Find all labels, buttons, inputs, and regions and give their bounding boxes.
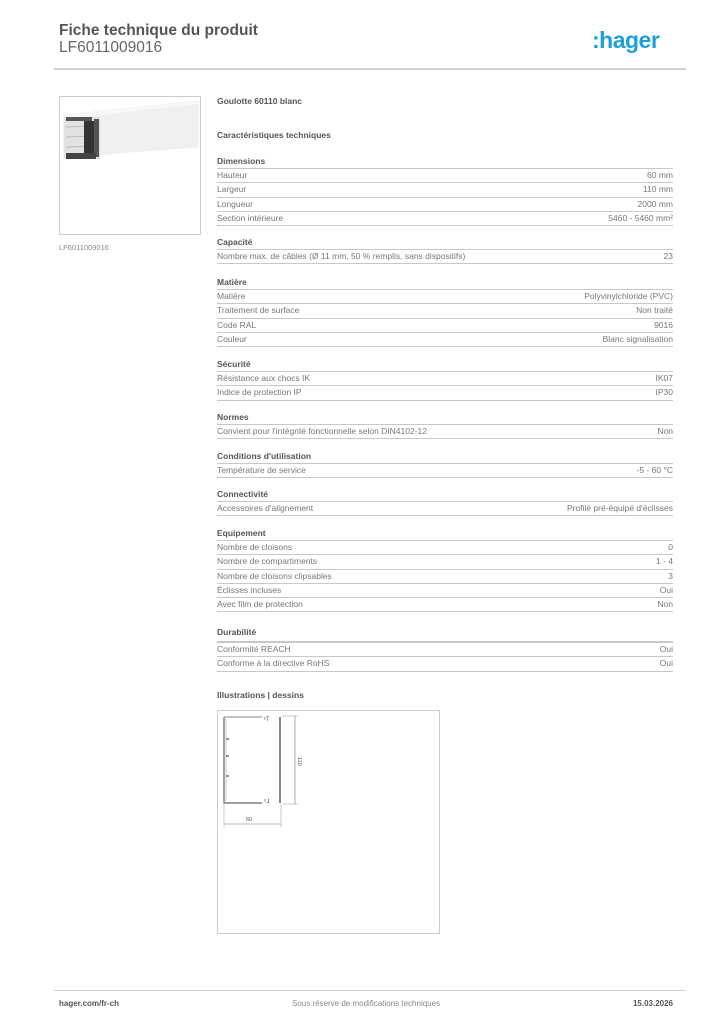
spec-row [217, 304, 673, 318]
spec-row [217, 183, 673, 197]
spec-label: Longueur [217, 198, 253, 209]
section-title: Equipement [217, 527, 673, 541]
spec-row [217, 584, 673, 598]
section-title: Capacité [217, 236, 673, 250]
spec-label: Couleur [217, 333, 247, 344]
product-name: Goulotte 60110 blanc [217, 96, 303, 106]
section-sustainability [217, 626, 673, 672]
illustrations-title: Illustrations | dessins [217, 690, 304, 700]
spec-value: 60 mm [647, 170, 673, 180]
spec-label: Nombre de compartiments [217, 556, 318, 567]
section-title: Durabilité [217, 626, 673, 643]
spec-row [217, 464, 673, 478]
spec-label: Conformité REACH [217, 644, 291, 654]
spec-row [217, 555, 673, 569]
spec-value: Oui [659, 584, 673, 595]
spec-row [217, 425, 673, 439]
section-title: Matière [217, 276, 673, 290]
spec-label: Nombre max. de câbles (Ø 11 mm, 50 % remplis, sans dispositifs) [217, 251, 466, 261]
section-title: Normes [217, 411, 673, 425]
svg-text:110: 110 [296, 757, 302, 766]
document-title: Fiche technique du produit [59, 22, 258, 39]
spec-label: Largeur [217, 184, 247, 195]
spec-value: Non traité [636, 305, 673, 316]
spec-row [217, 657, 673, 671]
footer-date: 15.03.2026 [632, 999, 673, 1008]
spec-label: Convient pour l'intégrité fonctionnelle selon DIN4102-12 [217, 426, 428, 436]
footer-website-link[interactable]: hager.com/fr-ch [59, 999, 120, 1008]
product-image-caption: LF6011009016 [59, 243, 109, 252]
spec-row [217, 250, 673, 264]
spec-row [217, 598, 673, 612]
spec-value: 1 - 4 [655, 556, 673, 567]
spec-row [217, 290, 673, 304]
spec-row [217, 198, 673, 212]
section-title: Dimensions [217, 155, 673, 169]
spec-label: Résistance aux chocs IK [217, 373, 311, 383]
spec-value: 110 mm [642, 184, 673, 195]
spec-value: 3 [668, 570, 673, 581]
footer-divider [54, 990, 686, 991]
section-connectivity [217, 488, 673, 516]
svg-text:ᵒ⅃: ᵒ⅃ [264, 799, 270, 805]
spec-value: -5 - 60 °C [636, 465, 673, 475]
spec-value: Oui [659, 644, 673, 654]
spec-label: Éclisses incluses [217, 584, 282, 595]
spec-label: Conforme à la directive RoHS [217, 658, 330, 669]
section-title: Sécurité [217, 358, 673, 372]
spec-row [217, 169, 673, 183]
technical-drawing [217, 710, 440, 934]
svg-text:60: 60 [246, 817, 253, 823]
spec-value: Non [657, 599, 673, 610]
spec-value: Oui [659, 658, 673, 669]
cross-section-drawing-icon [218, 711, 439, 933]
svg-text:ᵋT: ᵋT [264, 717, 270, 723]
characteristics-title: Caractéristiques techniques [217, 130, 331, 140]
spec-row [217, 319, 673, 333]
section-title: Conditions d'utilisation [217, 450, 673, 464]
product-reference: LF6011009016 [59, 39, 163, 56]
spec-row [217, 643, 673, 657]
spec-label: Section intérieure [217, 212, 284, 223]
section-standards [217, 411, 673, 439]
spec-row [217, 570, 673, 584]
spec-value: 2000 mm [637, 198, 673, 209]
spec-label: Matière [217, 291, 246, 301]
spec-label: Température de service [217, 465, 306, 475]
spec-row [217, 502, 673, 516]
spec-label: Nombre de cloisons [217, 542, 293, 552]
footer-notice: Sous réserve de modifications techniques [292, 999, 441, 1008]
spec-row [217, 386, 673, 400]
spec-value: Blanc signalisation [602, 333, 673, 344]
spec-value: Polyvinylchloride (PVC) [584, 291, 673, 301]
spec-value: 5460 - 5460 mm² [608, 212, 673, 223]
section-safety [217, 358, 673, 401]
spec-label: Avec film de protection [217, 599, 303, 610]
spec-value: Non [657, 426, 673, 436]
cable-duct-image-icon [60, 97, 200, 234]
spec-row [217, 541, 673, 555]
spec-label: Indice de protection IP [217, 387, 302, 398]
spec-value: 23 [663, 251, 673, 261]
section-equipment [217, 527, 673, 612]
spec-value: Profilé pré-équipé d'éclisses [566, 503, 673, 513]
spec-row [217, 333, 673, 347]
spec-label: Traitement de surface [217, 305, 300, 316]
spec-label: Code RAL [217, 319, 257, 330]
spec-value: 9016 [654, 319, 673, 330]
spec-label: Nombre de cloisons clipsables [217, 570, 332, 581]
section-conditions [217, 450, 673, 478]
spec-row [217, 372, 673, 386]
spec-label: Hauteur [217, 170, 248, 180]
spec-value: 0 [668, 542, 673, 552]
header-divider [54, 68, 686, 70]
spec-row [217, 212, 673, 226]
section-material [217, 276, 673, 347]
section-capacity [217, 236, 673, 264]
hager-logo: :hager [592, 27, 660, 53]
spec-value: IK07 [655, 373, 673, 383]
spec-value: IP30 [655, 387, 673, 398]
section-title: Connectivité [217, 488, 673, 502]
section-dimensions [217, 155, 673, 226]
product-image [59, 96, 201, 235]
spec-label: Accessoires d'alignement [217, 503, 314, 513]
